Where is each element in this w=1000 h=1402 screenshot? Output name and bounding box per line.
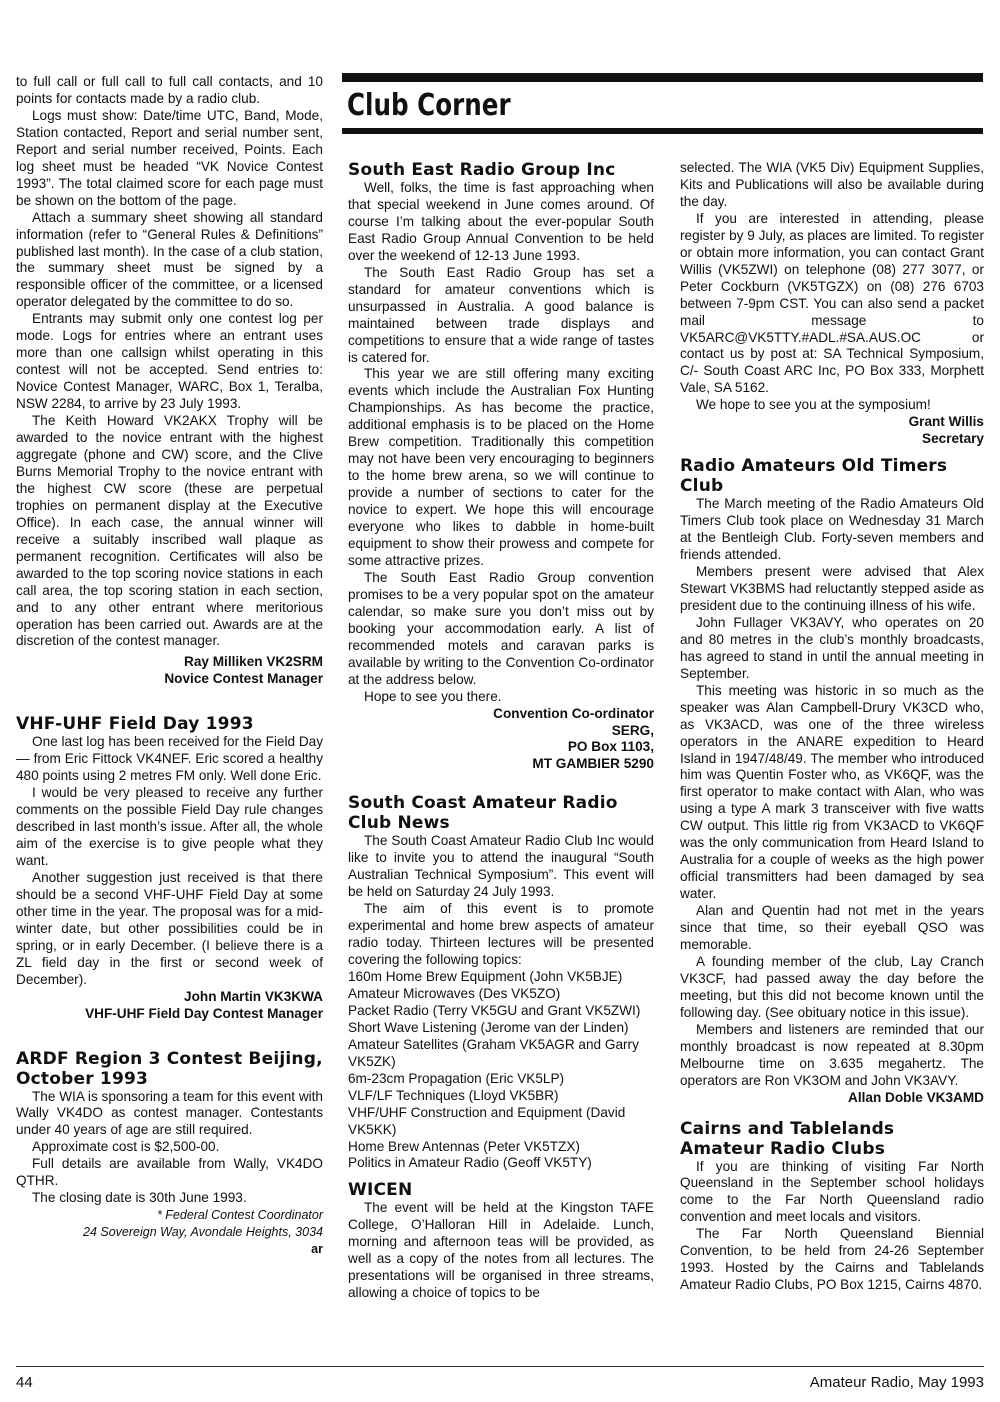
publication-footer: Amateur Radio, May 1993 xyxy=(809,1374,984,1391)
paragraph: John Fullager VK3AVY, who operates on 20 and 80 metres in the club’s monthly broadcasts, has agreed to stand in until the annual meeting in September. xyxy=(680,614,984,681)
paragraph: Full details are available from Wally, VK4DO QTHR. xyxy=(16,1156,323,1189)
section-heading-ardf: ARDF Region 3 Contest Beijing, October 1993 xyxy=(16,1048,323,1089)
section-heading-old-timers: Radio Amateurs Old Timers Club xyxy=(680,456,948,497)
paragraph: One last log has been received for the Field Day — from Eric Fittock VK4NEF. Eric scored a healthy 480 points using 2 metres FM only. Well done Eric. xyxy=(16,734,323,784)
topic-item: Amateur Satellites (Graham VK5AGR and Garry VK5ZK) xyxy=(348,1036,639,1069)
topic-item: Packet Radio (Terry VK5GU and Grant VK5ZWI) xyxy=(348,1002,641,1018)
section-heading-wicen: WICEN xyxy=(348,1180,413,1201)
signature-address: PO Box 1103, xyxy=(567,739,654,755)
paragraph: This year we are still offering many exciting events which include the Australian Fox Hunting Championships. As has become the practice, additional emphasis is to be placed on the Home Brew competition. Traditionally this competition may not have been very encouraging to beginners to the home brew arena, so we will continue to provide a number of sections to cater for the novice to expert. We hope this will encourage everyone who likes to dabble in home-built equipment to show their prowess and compete for some attractive prizes. xyxy=(348,366,654,568)
header-rule-bottom xyxy=(342,128,983,134)
paragraph: We hope to see you at the symposium! xyxy=(696,397,931,413)
paragraph: The event will be held at the Kingston TAFE College, O’Halloran Hill in Adelaide. Lunch, morning and afternoon teas will be provided, as well as a copy of the notes from all lectures. The presentations will be organised in three streams, allowing a choice of topics to be xyxy=(348,1200,654,1301)
column-middle xyxy=(348,160,654,1302)
paragraph: Members and listeners are reminded that our monthly broadcast is now repeated at 8.30pm Melbourne time on 3.635 megahertz. The operators are Ron VK3OM and John VK3AVY. xyxy=(680,1021,984,1088)
signature-name: Ray Milliken VK2SRM xyxy=(184,654,323,670)
column-left xyxy=(16,74,323,1258)
section-heading-vhf-uhf: VHF-UHF Field Day 1993 xyxy=(16,714,254,735)
signature-name: Grant Willis xyxy=(908,414,984,430)
end-mark: ar xyxy=(311,1242,323,1257)
paragraph: The March meeting of the Radio Amateurs Old Timers Club took place on Wednesday 31 March at the Bentleigh Club. Forty-seven members and friends attended. xyxy=(680,496,984,563)
paragraph: The aim of this event is to promote experimental and home brew aspects of amateur radio today. Thirteen lectures will be presented covering the following topics: xyxy=(348,901,654,968)
topic-item: VHF/UHF Construction and Equipment (David VK5KK) xyxy=(348,1104,626,1137)
page-title: Club Corner xyxy=(347,88,511,123)
paragraph: Alan and Quentin had not met in the years since that time, so their eyeball QSO was memorable. xyxy=(680,903,984,952)
header-rule-top xyxy=(342,73,983,82)
column-right xyxy=(680,160,984,1294)
paragraph: The South Coast Amateur Radio Club Inc would like to invite you to attend the inaugural “South Australian Technical Symposium”. This event will be held on Saturday 24 July 1993. xyxy=(348,833,654,900)
signature-title: Convention Co-ordinator xyxy=(493,705,654,721)
paragraph: Logs must show: Date/time UTC, Band, Mode, Station contacted, Report and serial number sent, Report and serial number received, Points. Each log sheet must be headed “VK Novice Contest 1993”. The total claimed score for each page must be shown on the bottom of the page. xyxy=(16,107,323,208)
paragraph: Well, folks, the time is fast approaching when that special weekend in June comes around. Of course I’m talking about the ever-popular South East Radio Group Annual Convention to be held over the weekend of 12-13 June 1993. xyxy=(348,180,654,263)
paragraph: Hope to see you there. xyxy=(364,688,502,704)
paragraph: Another suggestion just received is that there should be a second VHF-UHF Field Day at some other time in the year. The proposal was for a mid-winter date, but other possibilities could be in spring, or in early December. (I believe there is a ZL field day in the first or second week of December). xyxy=(16,869,323,987)
paragraph: Entrants may submit only one contest log per mode. Logs for entries where an entrant uses more than one callsign whilst operating in this contest will not be accepted. Send entries to: Novice Contest Manager, WARC, Box 1, Teralba, NSW 2284, to arrive by 23 July 1993. xyxy=(16,311,323,412)
signature-org: SERG, xyxy=(611,722,654,738)
paragraph: This meeting was historic in so much as the speaker was Alan Campbell-Drury VK3CD who, as VK3ACD, was one of the three wireless operators in the ANARE expedition to Heard Island in 1947/48/49. The member who introduced him was Quentin Foster who, as VK6QF, was the first operator to make contact with Alan, who was using a type A mark 3 transceiver with five watts CW output. This little rig from VK3ACD to VK6QF was the only communication from Heard Island to Australia for a couple of weeks as the high power official transmitters had been damaged by sea water. xyxy=(680,682,984,902)
topic-item: VLF/LF Techniques (Lloyd VK5BR) xyxy=(348,1087,559,1103)
page-number: 44 xyxy=(16,1374,33,1391)
paragraph: selected. The WIA (VK5 Div) Equipment Supplies, Kits and Publications will also be available during the day. xyxy=(680,160,984,209)
signature-title: Secretary xyxy=(922,431,984,447)
signature-title: VHF-UHF Field Day Contest Manager xyxy=(85,1005,323,1021)
signature-name: Allan Doble VK3AMD xyxy=(848,1089,984,1105)
footer-rule xyxy=(16,1366,984,1367)
paragraph: The closing date is 30th June 1993. xyxy=(32,1190,247,1206)
paragraph: If you are thinking of visiting Far North Queensland in the September school holidays come to the Far North Queensland radio convention and meet locals and visitors. xyxy=(680,1158,984,1225)
topic-item: 6m-23cm Propagation (Eric VK5LP) xyxy=(348,1070,565,1086)
paragraph: The Keith Howard VK2AKX Trophy will be awarded to the novice entrant with the highest aggregate (phone and CW) score, and the Clive Burns Memorial Trophy to the novice entrant with the highest CW score (these are perpetual trophies on permanent display at the Executive Office). In each case, the annual winner will receive a suitably inscribed wall plaque as permanent recognition. Certificates will also be awarded to the top scoring novice stations in each call area, the top scoring station in each section, and to any other entrant where meritorious operation has been carried out. Awards are at the discretion of the contest manager. xyxy=(16,413,323,649)
paragraph: The South East Radio Group convention promises to be a very popular spot on the amateur calendar, so make sure you don’t miss out by booking your accommodation early. A list of recommended motels and caravan parks is available by writing to the Convention Co-ordinator at the address below. xyxy=(348,569,654,687)
paragraph: The WIA is sponsoring a team for this event with Wally VK4DO as contest manager. Contestants under 40 years of age are still required. xyxy=(16,1088,323,1138)
paragraph: Approximate cost is $2,500-00. xyxy=(32,1139,220,1155)
signature-name: John Martin VK3KWA xyxy=(184,988,323,1004)
topic-item: Short Wave Listening (Jerome van der Linden) xyxy=(348,1019,629,1035)
section-heading-scarc: South Coast Amateur Radio Club News xyxy=(348,793,618,834)
section-heading-serg: South East Radio Group Inc xyxy=(348,160,616,180)
topic-item: Politics in Amateur Radio (Geoff VK5TY) xyxy=(348,1155,592,1171)
signature-title: Novice Contest Manager xyxy=(164,671,323,687)
section-heading-cairns: Cairns and Tablelands Amateur Radio Clubs xyxy=(680,1118,895,1159)
paragraph: The Far North Queensland Biennial Convention, to be held from 24-26 September 1993. Hosted by the Cairns and Tablelands Amateur Radio Clubs, PO Box 1215, Cairns 4870. xyxy=(680,1226,984,1293)
paragraph: A founding member of the club, Lay Cranch VK3CF, had passed away the day before the meeting, but this did not become known until the following day. (See obituary notice in this issue). xyxy=(680,953,984,1020)
paragraph: I would be very pleased to receive any further comments on the possible Field Day rule changes described in last month’s issue. After all, the whole aim of the exercise is to give people what they want. xyxy=(16,785,323,868)
topic-item: Home Brew Antennas (Peter VK5TZX) xyxy=(348,1138,580,1154)
topic-item: Amateur Microwaves (Des VK5ZO) xyxy=(348,985,561,1001)
paragraph: Attach a summary sheet showing all standard information (refer to “General Rules & Definitions” published last month). In the case of a club station, the summary sheet must be signed by a responsible officer of the committee, or a licensed operator delegated by the committee to do so. xyxy=(16,209,323,310)
signature-address: 24 Sovereign Way, Avondale Heights, 3034 xyxy=(83,1225,323,1240)
paragraph: Members present were advised that Alex Stewart VK3BMS had reluctantly stepped aside as president due to the continuing illness of his wife. xyxy=(680,564,984,613)
paragraph: to full call or full call to full call contacts, and 10 points for contacts made by a radio club. xyxy=(16,74,323,106)
topic-item: 160m Home Brew Equipment (John VK5BJE) xyxy=(348,968,623,984)
signature-role: * Federal Contest Coordinator xyxy=(156,1208,323,1223)
paragraph: If you are interested in attending, please register by 9 July, as places are limited. To register or obtain more information, you can contact Grant Willis (VK5ZWI) on telephone (08) 277 3077, or Peter Cockburn (VK5TGZX) on (08) 276 6703 between 7-9pm CST. You can also send a packet mail message to VK5ARC@VK5TTY.#ADL.#SA.AUS.OC or contact us by post at: SA Technical Symposium, C/- South Coast ARC Inc, PO Box 333, Morphett Vale, SA 5162. xyxy=(680,210,984,396)
paragraph: The South East Radio Group has set a standard for amateur conventions which is unsurpassed in Australia. A good balance is maintained between trade displays and competitions to ensure that a wide range of tastes is catered for. xyxy=(348,264,654,365)
signature-address: MT GAMBIER 5290 xyxy=(532,756,654,772)
